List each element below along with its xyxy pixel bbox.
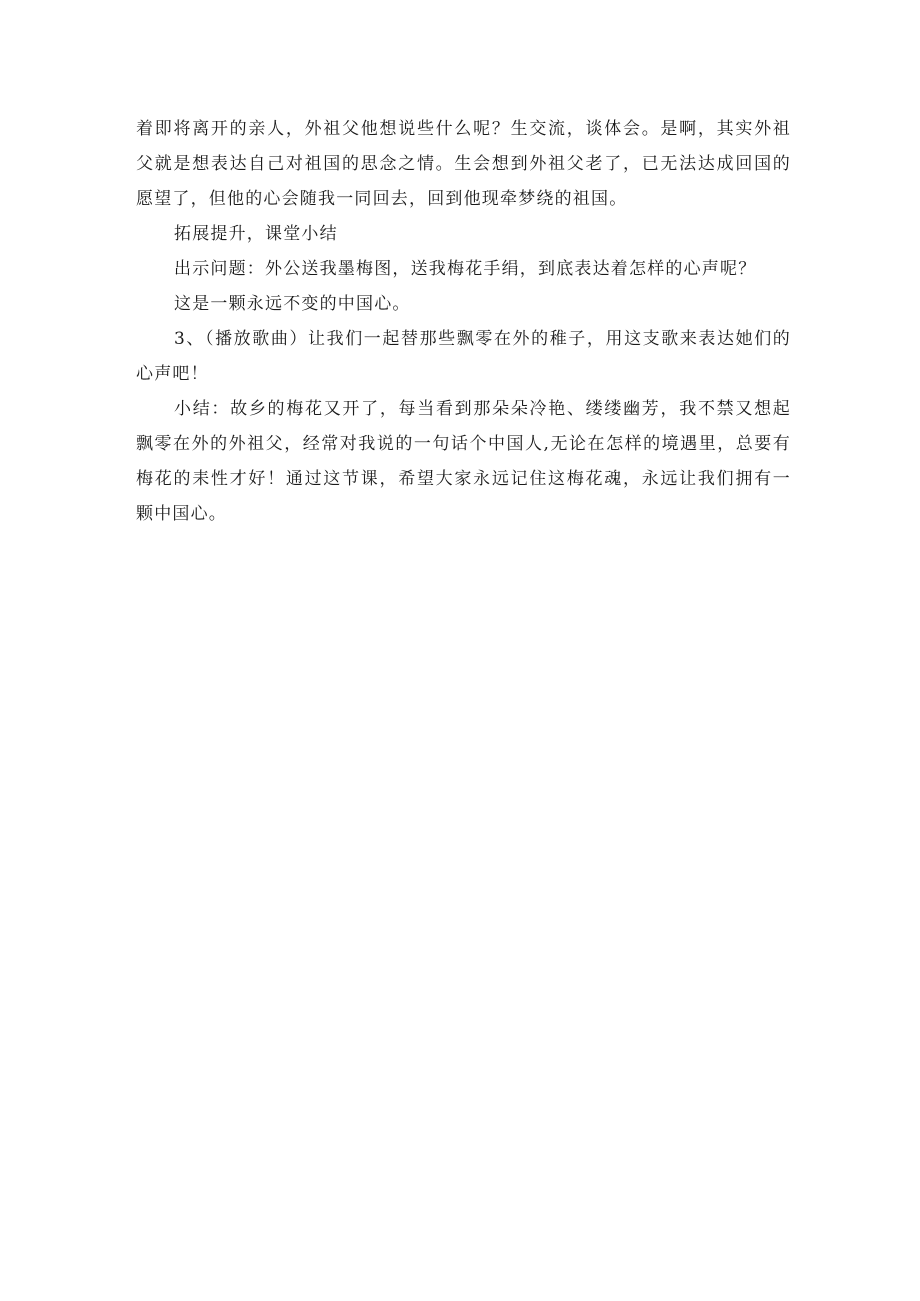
section-heading: 拓展提升，课堂小结 bbox=[174, 224, 338, 244]
paragraph-summary: 小结：故乡的梅花又开了，每当看到那朵朵冷艳、缕缕幽芳，我不禁又想起飘零在外的外祖父，经常对我说的一句话个中国人,无论在怎样的境遇里，总要有梅花的耒性才好！通过这节课，希望大家永远记住这梅花魂，永远让我们拥有一颗中国心。 bbox=[136, 399, 791, 524]
paragraph-answer: 这是一颗永远不变的中国心。 bbox=[174, 294, 411, 314]
paragraph-continuation: 着即将离开的亲人，外祖父他想说些什么呢？生交流，谈体会。是啊，其实外祖父就是想表达自己对祖国的思念之情。生会想到外祖父老了，已无法达成回国的愿望了，但他的心会随我一同回去，回到他现牵梦绕的祖国。 bbox=[136, 119, 791, 209]
paragraph-question: 出示问题：外公送我墨梅图，送我梅花手绢，到底表达着怎样的心声呢？ bbox=[174, 259, 757, 279]
paragraph-song: 3、（播放歌曲）让我们一起替那些飘零在外的稚子，用这支歌来表达她们的心声吧！ bbox=[136, 329, 791, 384]
document-body bbox=[136, 112, 791, 532]
